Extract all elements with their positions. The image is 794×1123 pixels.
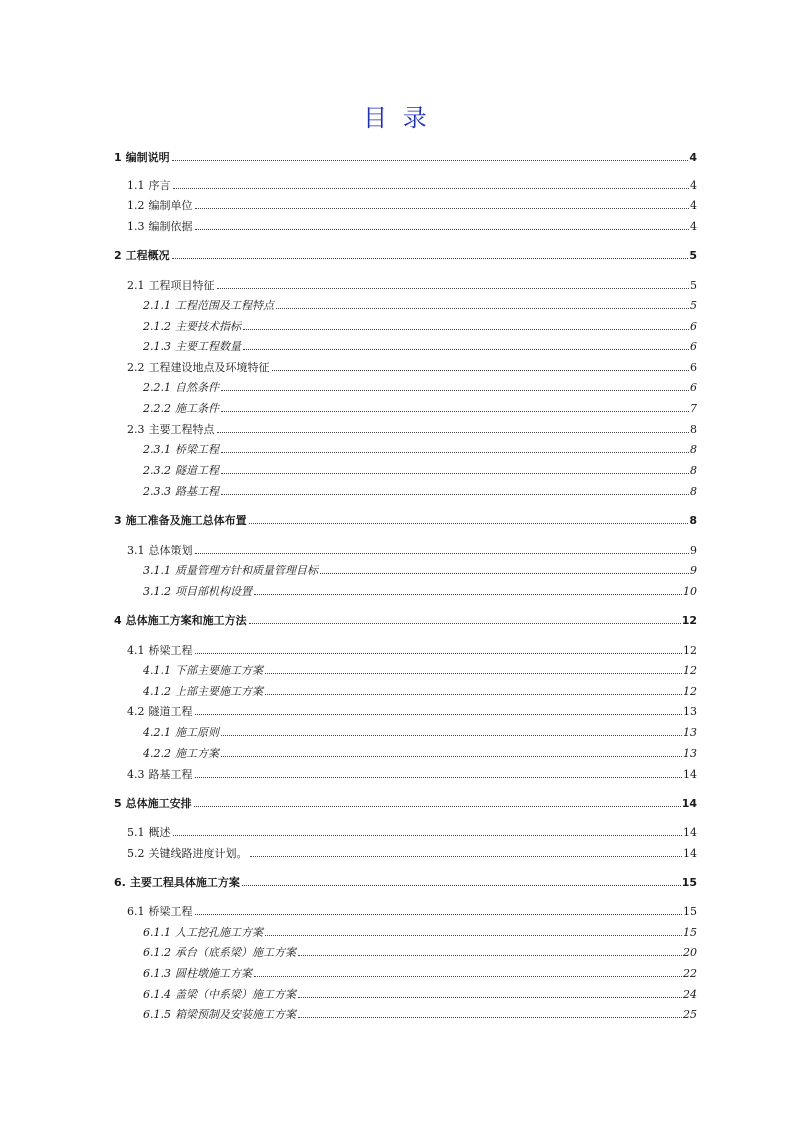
toc-entry-number: 1.1 (127, 179, 145, 192)
toc-entry-level3[interactable] (143, 725, 697, 741)
toc-entry-title: 总体施工方案和施工方法 (125, 614, 247, 627)
dot-leader (194, 805, 681, 807)
toc-entry-level1[interactable] (114, 875, 697, 891)
toc-entry-title: 工程概况 (125, 249, 170, 262)
dot-leader (298, 954, 682, 956)
toc-entry-page-number: 5 (690, 279, 697, 292)
toc-entry-title: 主要工程数量 (175, 340, 241, 353)
toc-entry-number: 4.3 (127, 768, 145, 781)
toc-entry-page-number: 6 (690, 361, 697, 374)
toc-entry-level3[interactable] (143, 563, 697, 579)
toc-entry-level3[interactable] (143, 584, 697, 600)
toc-entry-level2[interactable] (127, 704, 697, 720)
dot-leader (221, 451, 689, 453)
toc-entry-number: 2.2.1 (143, 381, 171, 394)
toc-entry-level3[interactable] (143, 401, 697, 417)
toc-entry-number: 3.1.2 (143, 585, 171, 598)
dot-leader (195, 776, 683, 778)
toc-entry-number: 2.2 (127, 361, 145, 374)
dot-leader (272, 369, 690, 371)
toc-entry-number: 6.1.1 (143, 926, 171, 939)
toc-entry-title: 概述 (148, 826, 171, 839)
toc-entry-page-number: 4 (689, 151, 697, 164)
toc-entry-title: 桥梁工程 (148, 644, 193, 657)
toc-entry-title: 主要技术指标 (175, 320, 241, 333)
toc-entry-page-number: 12 (683, 664, 697, 677)
toc-entry-title: 箱梁预制及安装施工方案 (175, 1008, 296, 1021)
dot-leader (254, 593, 682, 595)
toc-entry-page-number: 14 (683, 847, 697, 860)
dot-leader (249, 522, 689, 524)
toc-entry-number: 5.2 (127, 847, 145, 860)
toc-entry-title: 关键线路进度计划。 (148, 847, 248, 860)
toc-entry-page-number: 13 (683, 705, 697, 718)
dot-leader (298, 996, 682, 998)
toc-entry-level1[interactable] (114, 513, 697, 529)
toc-entry-level3[interactable] (143, 339, 697, 355)
toc-entry-page-number: 13 (683, 747, 697, 760)
toc-entry-number: 3 (114, 514, 122, 527)
toc-entry-level2[interactable] (127, 846, 697, 862)
toc-entry-number: 5 (114, 797, 122, 810)
dot-leader (265, 693, 682, 695)
toc-entry-page-number: 24 (683, 988, 697, 1001)
toc-entry-page-number: 4 (690, 220, 697, 233)
toc-entry-number: 2.3.1 (143, 443, 171, 456)
toc-entry-page-number: 5 (689, 249, 697, 262)
toc-entry-title: 编制说明 (125, 151, 170, 164)
dot-leader (221, 472, 689, 474)
dot-leader (221, 493, 689, 495)
toc-entry-page-number: 4 (690, 199, 697, 212)
toc-entry-number: 6.1.4 (143, 988, 171, 1001)
toc-entry-number: 4 (114, 614, 122, 627)
toc-entry-number: 2.3.3 (143, 485, 171, 498)
toc-entry-level2[interactable] (127, 422, 697, 438)
toc-entry-number: 6.1.3 (143, 967, 171, 980)
dot-leader (195, 913, 683, 915)
toc-entry-title: 施工条件 (175, 402, 219, 415)
toc-entry-level2[interactable] (127, 643, 697, 659)
toc-entry-number: 5.1 (127, 826, 145, 839)
toc-entry-number: 6.1.5 (143, 1008, 171, 1021)
toc-entry-title: 圆柱墩施工方案 (175, 967, 252, 980)
toc-entry-level2[interactable] (127, 278, 697, 294)
toc-entry-page-number: 8 (690, 443, 697, 456)
dot-leader (195, 713, 683, 715)
toc-entry-title: 编制依据 (148, 220, 193, 233)
toc-entry-level3[interactable] (143, 684, 697, 700)
toc-entry-number: 6.1 (127, 905, 145, 918)
toc-entry-title: 工程项目特征 (148, 279, 215, 292)
dot-leader (254, 975, 682, 977)
dot-leader (221, 755, 682, 757)
toc-entry-title: 路基工程 (175, 485, 219, 498)
toc-entry-level3[interactable] (143, 380, 697, 396)
dot-leader (172, 257, 689, 259)
toc-entry-page-number: 20 (683, 946, 697, 959)
toc-entry-level3[interactable] (143, 319, 697, 335)
toc-entry-level3[interactable] (143, 746, 697, 762)
toc-entry-number: 2 (114, 249, 122, 262)
toc-entry-page-number: 6 (690, 340, 697, 353)
toc-entry-title: 编制单位 (148, 199, 193, 212)
toc-entry-level2[interactable] (127, 360, 697, 376)
toc-entry-title: 施工准备及施工总体布置 (125, 514, 247, 527)
toc-entry-number: 6. (114, 876, 126, 889)
toc-entry-title: 路基工程 (148, 768, 193, 781)
dot-leader (195, 207, 690, 209)
toc-entry-level3[interactable] (143, 484, 697, 500)
dot-leader (250, 855, 683, 857)
toc-entry-number: 4.1.2 (143, 685, 171, 698)
dot-leader (195, 652, 683, 654)
dot-leader (320, 572, 689, 574)
toc-entry-page-number: 15 (683, 905, 697, 918)
toc-entry-title: 施工方案 (175, 747, 219, 760)
toc-entry-level2[interactable] (127, 219, 697, 235)
toc-entry-number: 3.1.1 (143, 564, 171, 577)
toc-entry-number: 1 (114, 151, 122, 164)
toc-entry-page-number: 14 (683, 826, 697, 839)
dot-leader (217, 431, 690, 433)
toc-entry-number: 6.1.2 (143, 946, 171, 959)
dot-leader (298, 1016, 682, 1018)
toc-entry-number: 2.1.3 (143, 340, 171, 353)
toc-entry-title: 主要工程特点 (148, 423, 215, 436)
toc-entry-level1[interactable] (114, 796, 697, 812)
toc-entry-number: 4.2.1 (143, 726, 171, 739)
toc-entry-page-number: 7 (690, 402, 697, 415)
toc-entry-level2[interactable] (127, 543, 697, 559)
toc-entry-title: 下部主要施工方案 (175, 664, 263, 677)
dot-leader (173, 834, 683, 836)
dot-leader (172, 159, 689, 161)
toc-entry-page-number: 10 (683, 585, 697, 598)
toc-entry-number: 2.1.1 (143, 299, 171, 312)
toc-entry-page-number: 8 (690, 464, 697, 477)
dot-leader (195, 552, 690, 554)
dot-leader (217, 287, 690, 289)
dot-leader (221, 410, 689, 412)
toc-entry-level2[interactable] (127, 904, 697, 920)
toc-entry-page-number: 14 (681, 797, 697, 810)
toc-entry-level3[interactable] (143, 987, 697, 1003)
dot-leader (243, 348, 689, 350)
toc-entry-page-number: 8 (689, 514, 697, 527)
toc-entry-title: 工程范围及工程特点 (175, 299, 274, 312)
dot-leader (221, 389, 689, 391)
page-title: 目 录 (363, 104, 431, 132)
toc-entry-page-number: 12 (681, 614, 697, 627)
toc-entry-level2[interactable] (127, 198, 697, 214)
toc-entry-page-number: 12 (683, 644, 697, 657)
toc-entry-title: 总体施工安排 (125, 797, 192, 810)
toc-entry-title: 桥梁工程 (175, 443, 219, 456)
toc-entry-title: 项目部机构设置 (175, 585, 252, 598)
toc-entry-number: 4.2 (127, 705, 145, 718)
toc-entry-title: 质量管理方针和质量管理目标 (175, 564, 318, 577)
toc-entry-page-number: 4 (690, 179, 697, 192)
toc-entry-number: 4.1 (127, 644, 145, 657)
toc-entry-page-number: 5 (690, 299, 697, 312)
toc-entry-level3[interactable] (143, 966, 697, 982)
toc-entry-page-number: 25 (683, 1008, 697, 1021)
toc-entry-title: 人工挖孔施工方案 (175, 926, 263, 939)
toc-entry-title: 上部主要施工方案 (175, 685, 263, 698)
toc-entry-level3[interactable] (143, 663, 697, 679)
dot-leader (173, 187, 690, 189)
toc-entry-level1[interactable] (114, 248, 697, 264)
toc-entry-page-number: 14 (683, 768, 697, 781)
toc-entry-page-number: 15 (683, 926, 697, 939)
toc-entry-title: 施工原则 (175, 726, 219, 739)
toc-entry-page-number: 8 (690, 423, 697, 436)
toc-entry-page-number: 8 (690, 485, 697, 498)
toc-entry-number: 4.1.1 (143, 664, 171, 677)
toc-entry-level3[interactable] (143, 1007, 697, 1023)
toc-entry-number: 2.2.2 (143, 402, 171, 415)
dot-leader (242, 884, 681, 886)
toc-entry-level3[interactable] (143, 442, 697, 458)
toc-entry-level3[interactable] (143, 925, 697, 941)
toc-entry-level1[interactable] (114, 613, 697, 629)
toc-entry-number: 4.2.2 (143, 747, 171, 760)
toc-entry-level1[interactable] (114, 150, 697, 166)
toc-entry-page-number: 6 (690, 381, 697, 394)
toc-entry-number: 2.1 (127, 279, 145, 292)
toc-entry-number: 2.3 (127, 423, 145, 436)
dot-leader (265, 934, 682, 936)
dot-leader (276, 307, 689, 309)
toc-entry-level2[interactable] (127, 178, 697, 194)
toc-entry-level3[interactable] (143, 945, 697, 961)
toc-entry-level2[interactable] (127, 825, 697, 841)
toc-entry-page-number: 22 (683, 967, 697, 980)
dot-leader (221, 734, 682, 736)
toc-entry-page-number: 9 (690, 544, 697, 557)
toc-entry-number: 1.3 (127, 220, 145, 233)
toc-entry-title: 承台（底系梁）施工方案 (175, 946, 296, 959)
toc-entry-title: 主要工程具体施工方案 (129, 876, 240, 889)
dot-leader (195, 228, 690, 230)
toc-entry-number: 3.1 (127, 544, 145, 557)
toc-entry-title: 自然条件 (175, 381, 219, 394)
dot-leader (265, 672, 682, 674)
toc-entry-number: 1.2 (127, 199, 145, 212)
toc-entry-title: 隧道工程 (175, 464, 219, 477)
toc-entry-page-number: 15 (681, 876, 697, 889)
dot-leader (249, 622, 681, 624)
toc-entry-page-number: 9 (690, 564, 697, 577)
toc-entry-page-number: 13 (683, 726, 697, 739)
toc-entry-title: 工程建设地点及环境特征 (148, 361, 270, 374)
toc-entry-title: 序言 (148, 179, 171, 192)
toc-entry-level3[interactable] (143, 298, 697, 314)
toc-entry-page-number: 12 (683, 685, 697, 698)
toc-entry-level2[interactable] (127, 767, 697, 783)
toc-entry-number: 2.3.2 (143, 464, 171, 477)
toc-entry-title: 隧道工程 (148, 705, 193, 718)
toc-entry-title: 总体策划 (148, 544, 193, 557)
toc-entry-level3[interactable] (143, 463, 697, 479)
toc-entry-title: 盖梁（中系梁）施工方案 (175, 988, 296, 1001)
dot-leader (243, 328, 689, 330)
toc-entry-number: 2.1.2 (143, 320, 171, 333)
toc-entry-title: 桥梁工程 (148, 905, 193, 918)
toc-entry-page-number: 6 (690, 320, 697, 333)
